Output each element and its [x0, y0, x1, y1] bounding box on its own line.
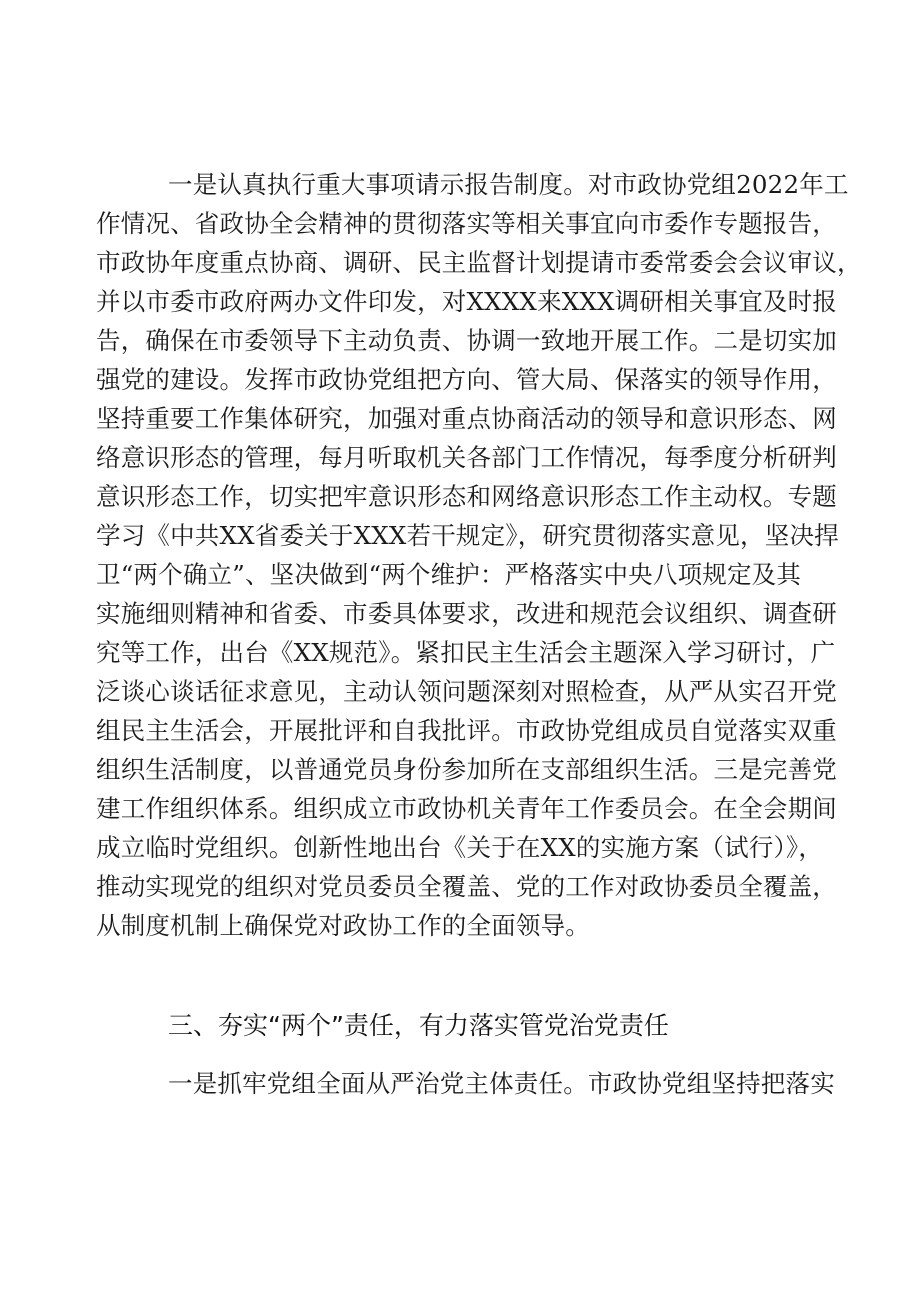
paragraph-line: 推动实现党的组织对党员委员全覆盖、党的工作对政协委员全覆盖，	[96, 872, 837, 901]
paragraph-line: 络意识形态的管理，每月听取机关各部门工作情况，每季度分析研判	[96, 443, 837, 472]
paragraph-line: 强党的建设。发挥市政协党组把方向、管大局、保落实的领导作用，	[96, 365, 837, 394]
paragraph-line: 实施细则精神和省委、市委具体要求，改进和规范会议组织、调查研	[96, 599, 837, 628]
paragraph-line: 泛谈心谈话征求意见，主动认领问题深刻对照检查，从严从实召开党	[96, 677, 837, 706]
paragraph-line: 究等工作，出台《XX规范》。紧扣民主生活会主题深入学习研讨，广	[96, 638, 836, 667]
paragraph-line: 市政协年度重点协商、调研、民主监督计划提请市委常委会会议审议，	[96, 248, 862, 277]
paragraph-line: 组织生活制度，以普通党员身份参加所在支部组织生活。三是完善党	[96, 755, 837, 784]
paragraph-line: 告，确保在市委领导下主动负责、协调一致地开展工作。二是切实加	[96, 326, 837, 355]
paragraph-line: 卫“两个确立”、坚决做到“两个维护：严格落实中央八项规定及其	[96, 560, 802, 589]
paragraph-line: 学习《中共XX省委关于XXX若干规定》，研究贯彻落实意见，坚决捍	[96, 521, 839, 550]
paragraph-line: 一是认真执行重大事项请示报告制度。对市政协党组2022年工	[168, 170, 849, 199]
paragraph-line: 一是抓牢党组全面从严治党主体责任。市政协党组坚持把落实	[168, 1069, 835, 1098]
paragraph-line: 建工作组织体系。组织成立市政协机关青年工作委员会。在全会期间	[96, 794, 837, 823]
paragraph-line: 意识形态工作，切实把牢意识形态和网络意识形态工作主动权。专题	[96, 482, 837, 511]
paragraph-line: 并以市委市政府两办文件印发，对XXXX来XXX调研相关事宜及时报	[96, 287, 837, 316]
paragraph-line: 从制度机制上确保党对政协工作的全面领导。	[96, 911, 590, 940]
paragraph-line: 坚持重要工作集体研究，加强对重点协商活动的领导和意识形态、网	[96, 404, 837, 433]
paragraph-line: 作情况、省政协全会精神的贯彻落实等相关事宜向市委作专题报告，	[96, 209, 837, 238]
paragraph-line: 组民主生活会，开展批评和自我批评。市政协党组成员自觉落实双重	[96, 716, 837, 745]
paragraph-line: 成立临时党组织。创新性地出台《关于在XX的实施方案（试行）》，	[96, 833, 824, 862]
section-heading: 三、夯实“两个”责任，有力落实管党治党责任	[168, 1011, 669, 1040]
